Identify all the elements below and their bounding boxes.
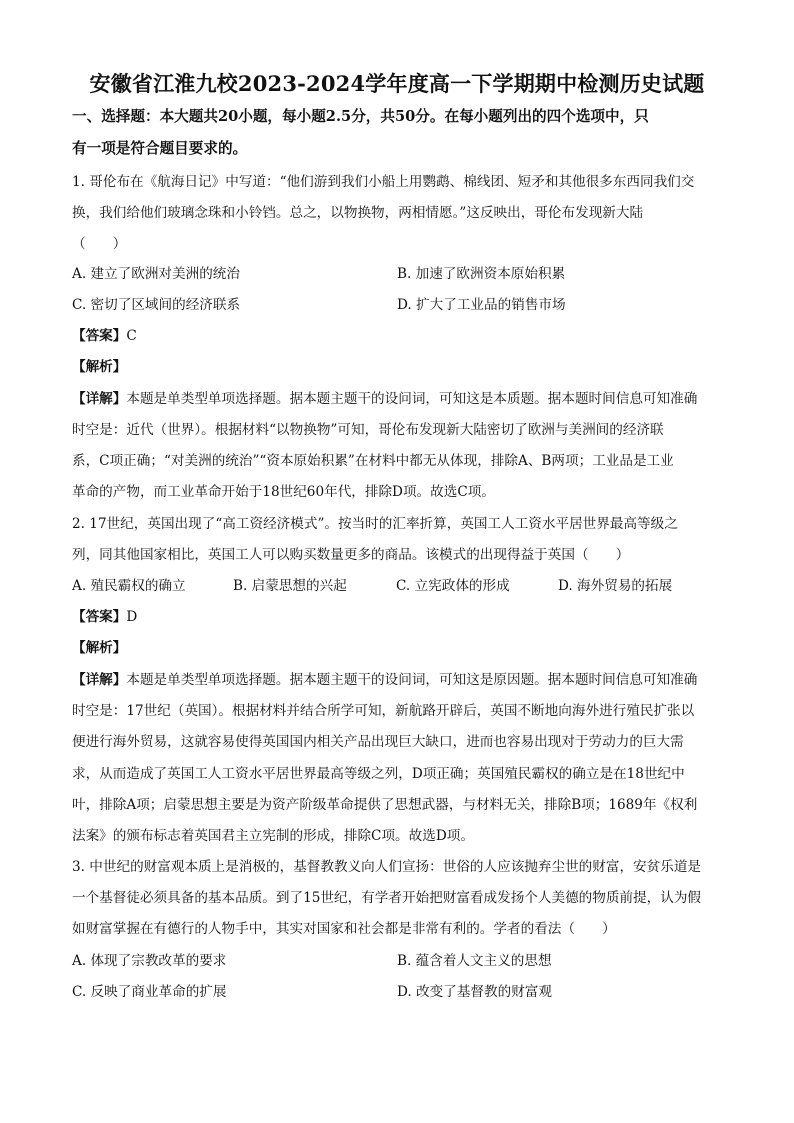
detail-label: 【详解】 <box>72 391 127 407</box>
q2-answer <box>72 608 137 626</box>
q2-option-b: B. 启蒙思想的兴起 <box>233 578 347 594</box>
q1-stem-line-2: 换，我们给他们玻璃念珠和小铃铛。总之，以物换物，两相情愿。”这反映出，哥伦布发现新大陆 <box>72 205 644 221</box>
q2-stem-line-2: 列，同其他国家相比，英国工人可以购买数量更多的商品。该模式的出现得益于英国（ ） <box>72 547 630 563</box>
q1-option-d: D. 扩大了工业品的销售市场 <box>397 297 566 313</box>
q1-stem-line-1: 1. 哥伦布在《航海日记》中写道：“他们游到我们小船上用鹦鹉、棉线团、短矛和其他很多东西同我们交 <box>72 174 695 190</box>
q1-option-b: B. 加速了欧洲资本原始积累 <box>397 266 566 282</box>
detail-text: 本题是单类型单项选择题。据本题主题干的设问词，可知这是原因题。据本题时间信息可知准确 <box>126 672 698 688</box>
q2-detail-line-5: 叶，排除A项；启蒙思想主要是为资产阶级革命提供了思想武器，与材料无关，排除B项；1689年《权利 <box>72 797 698 813</box>
q2-detail-line-6: 法案》的颁布标志着英国君主立宪制的形成，排除C项。故选D项。 <box>72 828 474 844</box>
q1-analysis-label <box>72 358 126 376</box>
q1-detail-line-3: 系，C项正确；“对美洲的统治”“资本原始积累”在材料中都无从体现，排除A、B两项；工业品是工业 <box>72 453 674 469</box>
q2-option-a: A. 殖民霸权的确立 <box>72 578 186 594</box>
q2-option-c: C. 立宪政体的形成 <box>396 578 510 594</box>
q2-detail-line-3: 便进行海外贸易，这就容易使得英国国内相关产品出现巨大缺口，进而也容易出现对于劳动力的巨大需 <box>72 734 684 750</box>
section-heading-line-1: 一、选择题：本大题共20小题，每小题2.5分，共50分。在每小题列出的四个选项中，只 <box>72 108 649 125</box>
q1-detail-line-1 <box>72 390 697 408</box>
section-heading-line-2: 有一项是符合题目要求的。 <box>72 140 248 157</box>
q1-detail-line-2: 时空是：近代（世界）。根据材料“以物换物”可知，哥伦布发现新大陆密切了欧洲与美洲间的经济联 <box>72 422 664 438</box>
q3-option-d: D. 改变了基督教的财富观 <box>397 984 552 1000</box>
q3-option-c: C. 反映了商业革命的扩展 <box>72 984 227 1000</box>
analysis-label: 【解析】 <box>72 359 127 375</box>
q3-stem-line-2: 一个基督徒必须具备的基本品质。到了15世纪，有学者开始把财富看成发扬个人美德的物质前提，认为假 <box>72 890 702 906</box>
answer-label: 【答案】 <box>72 609 127 625</box>
q1-option-c: C. 密切了区域间的经济联系 <box>72 297 241 313</box>
q1-option-a: A. 建立了欧洲对美洲的统治 <box>72 266 240 282</box>
q3-option-b: B. 蕴含着人文主义的思想 <box>397 953 552 969</box>
q3-stem-line-3: 如财富掌握在有德行的人物手中，其实对国家和社会都是非常有利的。学者的看法（ ） <box>72 921 616 937</box>
q2-detail-line-4: 求，从而造成了英国工人工资水平居世界最高等级之列，D项正确；英国殖民霸权的确立是在18世纪中 <box>72 766 685 782</box>
q1-stem-line-3: （ ） <box>72 236 127 252</box>
q2-detail-line-2: 时空是：17世纪（英国）。根据材料并结合所学可知，新航路开辟后，英国不断地向海外进行殖民扩张以 <box>72 703 695 719</box>
page-title: 安徽省江淮九校2023-2024学年度高一下学期期中检测历史试题 <box>89 71 705 96</box>
q3-stem-line-1: 3. 中世纪的财富观本质上是消极的，基督教教义向人们宣扬：世俗的人应该抛弃尘世的财富，安贫乐道是 <box>72 859 702 875</box>
q2-analysis-label <box>72 639 126 657</box>
detail-label: 【详解】 <box>72 672 127 688</box>
q1-answer <box>72 327 137 345</box>
answer-value: C <box>126 328 137 344</box>
q2-stem-line-1: 2. 17世纪，英国出现了“高工资经济模式”。按当时的汇率折算，英国工人工资水平居世界最高等级之 <box>72 516 678 532</box>
answer-label: 【答案】 <box>72 328 127 344</box>
q3-option-a: A. 体现了宗教改革的要求 <box>72 953 227 969</box>
detail-text: 本题是单类型单项选择题。据本题主题干的设问词，可知这是本质题。据本题时间信息可知准确 <box>126 391 698 407</box>
q1-detail-line-4: 革命的产物，而工业革命开始于18世纪60年代，排除D项。故选C项。 <box>72 484 495 500</box>
q2-option-d: D. 海外贸易的拓展 <box>558 578 673 594</box>
analysis-label: 【解析】 <box>72 640 127 656</box>
q2-detail-line-1 <box>72 671 697 689</box>
answer-value: D <box>126 609 138 625</box>
